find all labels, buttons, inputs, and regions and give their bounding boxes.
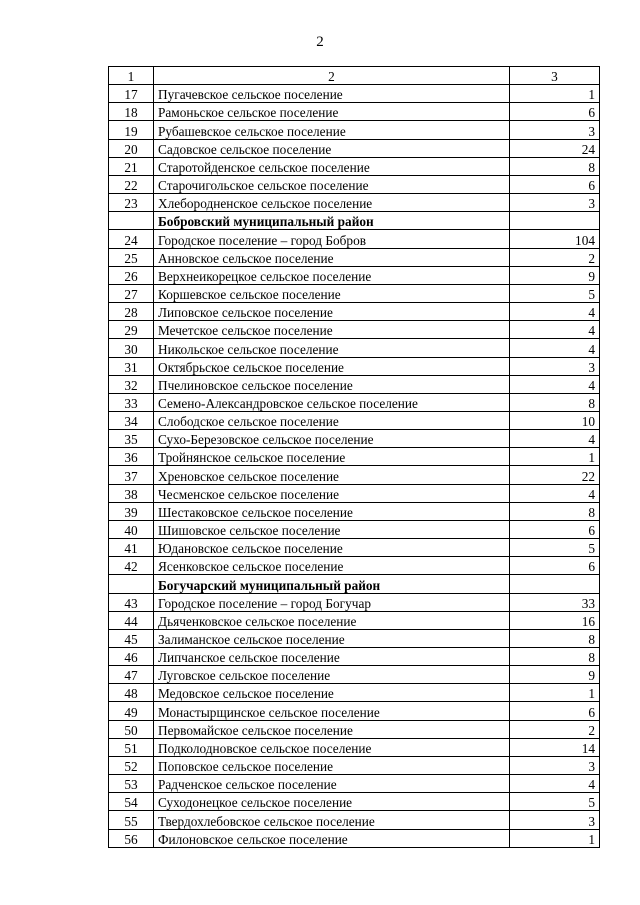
row-value: 14	[510, 738, 600, 756]
row-number: 46	[109, 648, 154, 666]
table-row	[109, 539, 600, 557]
table-row	[109, 611, 600, 629]
settlement-name: Никольское сельское поселение	[154, 339, 510, 357]
column-header-2: 2	[154, 67, 510, 85]
row-number: 45	[109, 629, 154, 647]
row-value: 4	[510, 430, 600, 448]
row-number: 41	[109, 539, 154, 557]
settlement-name: Липовское сельское поселение	[154, 303, 510, 321]
column-header-1: 1	[109, 67, 154, 85]
row-value: 9	[510, 666, 600, 684]
row-number: 31	[109, 357, 154, 375]
row-value: 4	[510, 484, 600, 502]
row-value: 1	[510, 85, 600, 103]
row-number: 23	[109, 194, 154, 212]
table-row	[109, 811, 600, 829]
row-number: 44	[109, 611, 154, 629]
row-value: 5	[510, 284, 600, 302]
table-row	[109, 448, 600, 466]
row-number: 22	[109, 175, 154, 193]
row-value: 4	[510, 303, 600, 321]
row-number: 49	[109, 702, 154, 720]
row-value: 8	[510, 629, 600, 647]
settlement-name: Коршевское сельское поселение	[154, 284, 510, 302]
table-row	[109, 175, 600, 193]
row-number: 42	[109, 557, 154, 575]
table-row	[109, 466, 600, 484]
row-value: 22	[510, 466, 600, 484]
row-number: 19	[109, 121, 154, 139]
row-number: 37	[109, 466, 154, 484]
row-value: 6	[510, 520, 600, 538]
settlement-name: Тройнянское сельское поселение	[154, 448, 510, 466]
settlement-name: Пугачевское сельское поселение	[154, 85, 510, 103]
row-value: 33	[510, 593, 600, 611]
settlement-name: Верхнеикорецкое сельское поселение	[154, 266, 510, 284]
table-row	[109, 793, 600, 811]
row-value: 3	[510, 121, 600, 139]
settlement-name: Рубашевское сельское поселение	[154, 121, 510, 139]
table-row	[109, 357, 600, 375]
row-value: 9	[510, 266, 600, 284]
row-number: 53	[109, 775, 154, 793]
row-value: 4	[510, 375, 600, 393]
table-row	[109, 684, 600, 702]
row-number: 28	[109, 303, 154, 321]
row-number: 43	[109, 593, 154, 611]
row-value: 104	[510, 230, 600, 248]
row-number: 47	[109, 666, 154, 684]
table-row	[109, 194, 600, 212]
settlement-name: Шестаковское сельское поселение	[154, 502, 510, 520]
table-row	[109, 702, 600, 720]
table-row	[109, 230, 600, 248]
row-value: 5	[510, 793, 600, 811]
row-value: 8	[510, 157, 600, 175]
settlement-name: Мечетское сельское поселение	[154, 321, 510, 339]
row-number: 50	[109, 720, 154, 738]
row-number: 25	[109, 248, 154, 266]
settlement-name: Сухо-Березовское сельское поселение	[154, 430, 510, 448]
table-row	[109, 430, 600, 448]
row-value	[510, 212, 600, 230]
settlement-name: Луговское сельское поселение	[154, 666, 510, 684]
row-number: 32	[109, 375, 154, 393]
row-value: 16	[510, 611, 600, 629]
table-row	[109, 557, 600, 575]
row-value: 8	[510, 648, 600, 666]
table-row	[109, 121, 600, 139]
page-number: 2	[316, 34, 324, 50]
settlement-name: Юдановское сельское поселение	[154, 539, 510, 557]
table-row	[109, 629, 600, 647]
table-row	[109, 411, 600, 429]
settlement-name: Шишовское сельское поселение	[154, 520, 510, 538]
row-value: 3	[510, 756, 600, 774]
row-value: 6	[510, 557, 600, 575]
row-number: 55	[109, 811, 154, 829]
table-body	[109, 67, 600, 848]
table-row	[109, 720, 600, 738]
table-row	[109, 666, 600, 684]
row-number: 17	[109, 85, 154, 103]
row-number: 35	[109, 430, 154, 448]
column-header-3: 3	[510, 67, 600, 85]
row-number: 29	[109, 321, 154, 339]
settlement-name: Медовское сельское поселение	[154, 684, 510, 702]
settlement-name: Залиманское сельское поселение	[154, 629, 510, 647]
settlement-name: Чесменское сельское поселение	[154, 484, 510, 502]
row-value: 2	[510, 248, 600, 266]
table-row	[109, 339, 600, 357]
settlement-name: Первомайское сельское поселение	[154, 720, 510, 738]
row-number: 48	[109, 684, 154, 702]
settlement-name: Ясенковское сельское поселение	[154, 557, 510, 575]
settlement-name: Монастырщинское сельское поселение	[154, 702, 510, 720]
district-name: Бобровский муниципальный район	[154, 212, 510, 230]
row-value: 3	[510, 811, 600, 829]
row-value: 24	[510, 139, 600, 157]
row-value: 8	[510, 393, 600, 411]
table-row	[109, 393, 600, 411]
table-row	[109, 829, 600, 847]
table-row	[109, 648, 600, 666]
table-row	[109, 593, 600, 611]
row-number	[109, 212, 154, 230]
row-value: 1	[510, 448, 600, 466]
row-number: 20	[109, 139, 154, 157]
row-number: 54	[109, 793, 154, 811]
row-number	[109, 575, 154, 593]
row-value	[510, 575, 600, 593]
settlement-name: Радченское сельское поселение	[154, 775, 510, 793]
row-value: 2	[510, 720, 600, 738]
table-row	[109, 775, 600, 793]
row-value: 10	[510, 411, 600, 429]
row-number: 39	[109, 502, 154, 520]
table-row	[109, 375, 600, 393]
settlement-name: Городское поселение – город Богучар	[154, 593, 510, 611]
row-number: 34	[109, 411, 154, 429]
table-row	[109, 103, 600, 121]
settlement-name: Садовское сельское поселение	[154, 139, 510, 157]
row-number: 30	[109, 339, 154, 357]
settlement-name: Подколодновское сельское поселение	[154, 738, 510, 756]
table-row	[109, 157, 600, 175]
settlement-name: Хреновское сельское поселение	[154, 466, 510, 484]
table-row	[109, 85, 600, 103]
row-number: 52	[109, 756, 154, 774]
settlement-name: Пчелиновское сельское поселение	[154, 375, 510, 393]
settlement-name: Хлебородненское сельское поселение	[154, 194, 510, 212]
settlement-name: Поповское сельское поселение	[154, 756, 510, 774]
row-value: 3	[510, 194, 600, 212]
table-row	[109, 484, 600, 502]
table-header-row	[109, 67, 600, 85]
row-number: 56	[109, 829, 154, 847]
table-row	[109, 738, 600, 756]
row-number: 27	[109, 284, 154, 302]
table-row	[109, 266, 600, 284]
settlement-name: Октябрьское сельское поселение	[154, 357, 510, 375]
row-value: 4	[510, 339, 600, 357]
table-row	[109, 520, 600, 538]
table-row	[109, 248, 600, 266]
row-value: 8	[510, 502, 600, 520]
row-value: 5	[510, 539, 600, 557]
table-row	[109, 756, 600, 774]
table-row	[109, 502, 600, 520]
settlement-name: Городское поселение – город Бобров	[154, 230, 510, 248]
table-row	[109, 321, 600, 339]
settlement-name: Семено-Александровское сельское поселение	[154, 393, 510, 411]
row-number: 26	[109, 266, 154, 284]
settlement-name: Твердохлебовское сельское поселение	[154, 811, 510, 829]
row-value: 6	[510, 175, 600, 193]
row-number: 18	[109, 103, 154, 121]
table-row	[109, 284, 600, 302]
row-value: 6	[510, 702, 600, 720]
settlement-name: Филоновское сельское поселение	[154, 829, 510, 847]
row-value: 6	[510, 103, 600, 121]
row-value: 3	[510, 357, 600, 375]
row-number: 36	[109, 448, 154, 466]
row-number: 40	[109, 520, 154, 538]
row-value: 1	[510, 829, 600, 847]
settlement-name: Рамоньское сельское поселение	[154, 103, 510, 121]
settlement-name: Анновское сельское поселение	[154, 248, 510, 266]
row-number: 24	[109, 230, 154, 248]
settlement-name: Слободское сельское поселение	[154, 411, 510, 429]
section-header-row	[109, 212, 600, 230]
row-number: 51	[109, 738, 154, 756]
table-row	[109, 303, 600, 321]
settlement-name: Старочигольское сельское поселение	[154, 175, 510, 193]
row-number: 38	[109, 484, 154, 502]
settlement-name: Суходонецкое сельское поселение	[154, 793, 510, 811]
row-number: 21	[109, 157, 154, 175]
district-name: Богучарский муниципальный район	[154, 575, 510, 593]
section-header-row	[109, 575, 600, 593]
row-value: 4	[510, 775, 600, 793]
row-value: 4	[510, 321, 600, 339]
table-row	[109, 139, 600, 157]
settlement-name: Старотойденское сельское поселение	[154, 157, 510, 175]
row-number: 33	[109, 393, 154, 411]
settlement-name: Дьяченковское сельское поселение	[154, 611, 510, 629]
row-value: 1	[510, 684, 600, 702]
settlements-table	[108, 66, 600, 848]
settlement-name: Липчанское сельское поселение	[154, 648, 510, 666]
